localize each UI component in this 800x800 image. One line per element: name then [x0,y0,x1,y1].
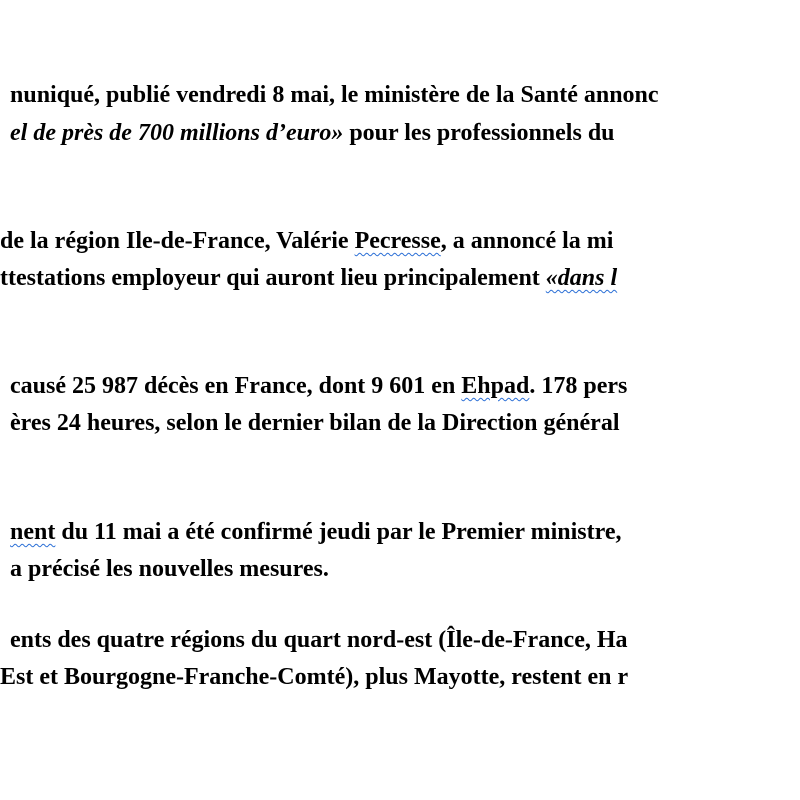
text-run: nuniqué, publié vendredi 8 mai, le ministère de la Santé annonc [10,82,659,108]
text-run: causé 25 987 décès en France, dont 9 601 en [10,373,462,399]
paragraph-4-line-2 [10,554,329,584]
text-run: ères 24 heures, selon le dernier bilan de la Direction général [10,410,620,436]
text-run: ttestations employeur qui auront lieu principalement [0,265,546,291]
spellcheck-word: nent [10,519,56,545]
italic-quote: el de près de 700 millions d’euro» [10,120,344,146]
text-run: de la région Ile-de-France, Valérie [0,228,355,254]
text-run: , a annoncé la mi [440,228,614,254]
spellcheck-word: Pecresse [354,228,441,254]
paragraph-3-line-2 [10,408,620,438]
paragraph-4-line-1 [10,517,621,547]
spellcheck-word: «dans l [545,265,618,291]
text-run: Est et Bourgogne-Franche-Comté), plus Mayotte, restent en r [0,664,629,690]
spellcheck-word: Ehpad [461,373,530,399]
paragraph-5-line-1 [10,625,628,655]
paragraph-2-line-1 [0,226,613,256]
paragraph-1-line-2 [10,118,615,148]
paragraph-1-line-1 [10,80,659,110]
text-run: pour les professionnels du [343,120,615,146]
text-run: du 11 mai a été confirmé jeudi par le Premier ministre, [55,519,622,545]
text-run: a précisé les nouvelles mesures. [10,556,329,582]
paragraph-2-line-2 [0,263,617,293]
paragraph-5-line-2 [0,662,628,692]
text-run: . 178 pers [529,373,628,399]
paragraph-3-line-1 [10,371,627,401]
text-run: ents des quatre régions du quart nord-est (Île-de-France, Ha [10,627,628,653]
